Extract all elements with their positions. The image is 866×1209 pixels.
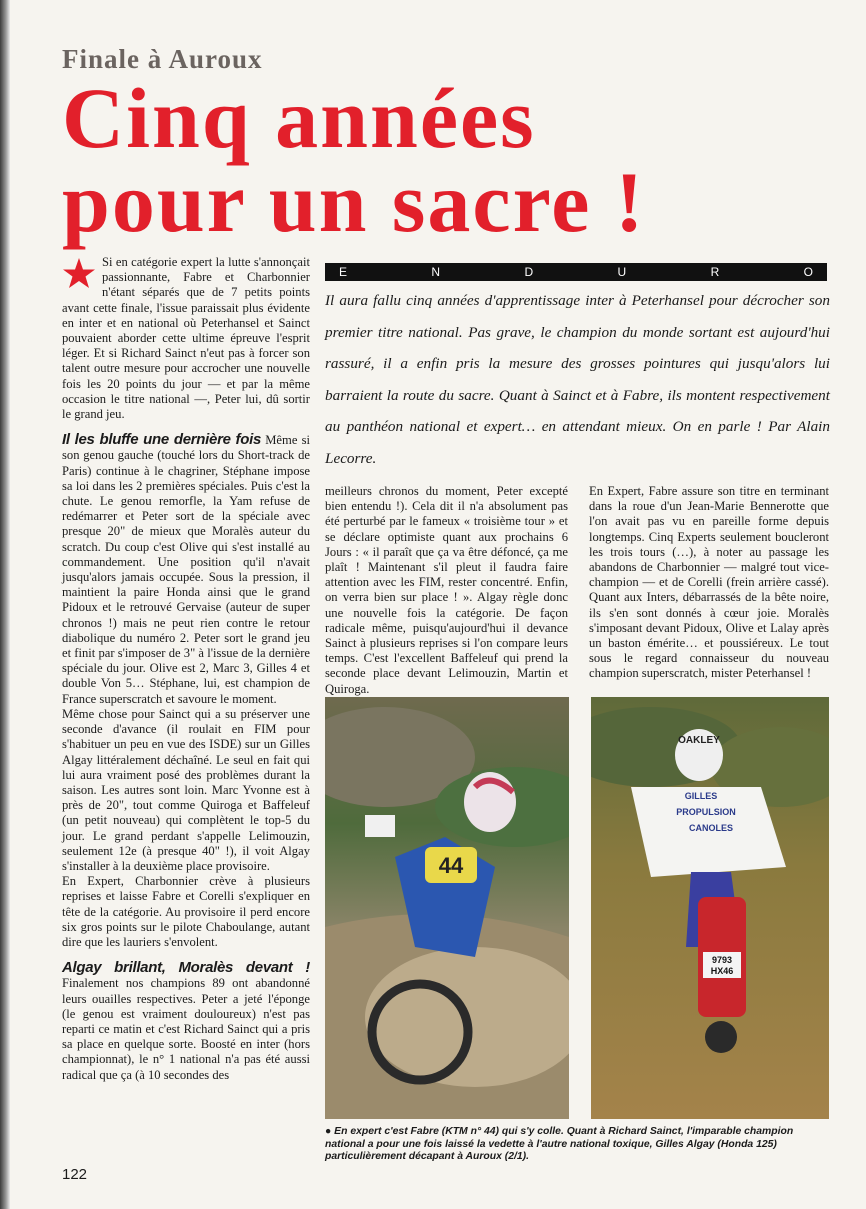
kicker: Finale à Auroux <box>62 44 263 74</box>
section-letter: E <box>339 265 348 279</box>
jersey-sponsor: PROPULSION <box>676 807 736 817</box>
paragraph-4-text: Finalement nos champions 89 ont abandonné leurs ouailles respectives. Peter a jeté l'éponge (le genou est vraiment douloureux) n'est pas reparti ce matin et c'est Richard Sainct qui a pris sa place en quelque sorte. Boosté en inter (hors championnat), le n° 1 national n'a pas été aussi radical que ça (à 10 secondes des <box>62 976 310 1082</box>
section-letter: O <box>803 265 813 279</box>
photo-rider-algay <box>591 697 829 1119</box>
paragraph-3: En Expert, Charbonnier crève à plusieurs reprises et laisse Fabre et Corelli s'expliquer en tête de la catégorie. Au provisoire il perd encore six gros points sur le pilote Chaboulange, autant dire que les lauriers s'envolent. <box>62 874 310 949</box>
intro-paragraph: Si en catégorie expert la lutte s'annonçait passionnante, Fabre et Charbonnier n'étant séparés que de 7 petits points avant cette finale, l'issue paraissait plus évidente en inter et en national où Peterhansel et Sainct pouvaient aborder cette ultime épreuve l'esprit léger. Et si Richard Sainct n'eut pas à forcer son talent outre mesure pour accrocher une nouvelle fois les 20 points du jour — et par la même occasion le titre national —, Peter lui, dû sortir le grand jeu. <box>62 255 310 422</box>
license-plate-line-2: HX46 <box>710 966 734 976</box>
headline-line-1: Cinq années <box>62 70 536 166</box>
subhead-2: Algay brillant, Moralès devant ! <box>62 959 310 977</box>
star-icon <box>62 257 96 291</box>
section-letter: U <box>617 265 627 279</box>
bike-plate-number: 44 <box>438 853 464 878</box>
photo-rider-44-image <box>325 697 569 1119</box>
photo-rider-44 <box>325 697 569 1119</box>
column-3: En Expert, Fabre assure son titre en terminant dans la roue d'un Jean-Marie Bennerotte que l'on avait pas vu en pareille forme depuis longtemps. Cinq Experts seulement boucleront les trois tours (…), à noter au passage les abandons de Charbonnier — malgré tout vice-champion — et de Corelli (frein arrière cassé). Quant aux Inters, débarrassés de la bête noire, ils s'en sont donnés à cœur joie. Moralès s'imposant devant Pidoux, Olive et Lalay après un baston émérite… et poussiéreux. Le tout sous le regard connaisseur du nouveau champion superscratch, mister Peterhansel ! <box>589 484 829 681</box>
paragraph-2: Même chose pour Sainct qui a su préserver une seconde d'avance (il roulait en FIM pour s'habituer un peu en vue des ISDE) sur un Gilles Algay littéralement déchaîné. Le seul en fait qui lui aura vraiment posé des problèmes durant la saison. Les autres sont loin. Marc Yvonne est à près de 20", tout comme Quiroga et Baffeleuf (un petit nouveau) qui complètent le top-5 du jour. Le grand perdant s'appelle Lelimouzin, seulement 12e (à presque 40" !), il voit Algay s'installer à la deuxième place provisoire. <box>62 706 310 873</box>
license-plate-line-1: 9793 <box>711 955 733 965</box>
paragraph-1 <box>62 432 310 707</box>
paragraph-4 <box>62 960 310 1083</box>
headline-line-2: pour un sacre ! <box>62 154 646 250</box>
photo-rider-algay-image <box>591 697 829 1119</box>
helmet-brand: OAKLEY <box>678 735 720 746</box>
chapo: Il aura fallu cinq années d'apprentissage inter à Peterhansel pour décrocher son premier titre national. Pas grave, le champion du monde sortant est aujourd'hui rassuré, il a enfin pris la mesure des grosses pointures qui jusqu'alors lui barraient la route du sacre. Quant à Sainct et à Fabre, ils montent respectivement au panthéon national et expert… en attendant mieux. On en parle ! Par Alain Lecorre. <box>325 292 830 467</box>
section-bar-enduro <box>325 263 827 281</box>
column-1 <box>62 255 310 1083</box>
section-letter: D <box>524 265 534 279</box>
paragraph-1-text: Même si son genou gauche (touché lors du Short-track de Paris) continue à le chagriner, Stéphane impose sa loi dans les 2 premières spéciales. Puis c'est la chute. Le genou remorfle, la Yam refuse de redémarrer et Peter sort de la spéciale avec presque 20" de mieux que Moralès auteur du scratch. Du coup c'est Olive qui s'est installé au commandement. Une position qu'il n'avait jusqu'alors jamais occupée. Sous la pression, il maintient la paire Honda ainsi que le grand Pidoux et le retrouvé Gervaise (auteur de super chronos !) mais ne peut rien contre le retour diabolique du numéro 2. Peter sort le grand jeu et finit par s'imposer de 3" à l'issue de la dernière spéciale du jour. Olive est 2, Marc 3, Gilles 4 et double Von 5… Stéphane, lui, est champion de France superscratch et savoure le moment. <box>62 433 310 706</box>
jersey-name: GILLES <box>684 791 718 801</box>
page-binding-edge <box>0 0 10 1209</box>
column-2: meilleurs chronos du moment, Peter excepté bien entendu !). Cela dit il n'a absolument pas été perturbé par le fameux « troisième tour » et se déclare optimiste quant aux prochains 6 Jours : « il paraît que ça va être défoncé, ça me plaît ! Maintenant s'il pleut il faudra faire attention avec les FIM, rester concentré. Enfin, on verra bien sur place ! ». Algay règle donc une nouvelle fois la catégorie. De façon radicale même, puisqu'aujourd'hui il devance Sainct à plusieurs reprises si l'on compare leurs temps. C'est l'excellent Baffeleuf qui prend la seconde place devant Lelimouzin, Martin et Quiroga. <box>325 484 568 696</box>
jersey-sponsor-2: CANOLES <box>688 823 734 833</box>
section-letter: N <box>431 265 441 279</box>
section-letter: R <box>710 265 720 279</box>
photo-caption: ● En expert c'est Fabre (KTM n° 44) qui s'y colle. Quant à Richard Sainct, l'imparable champion national a pour une fois laissé la vedette à l'autre national toxique, Gilles Algay (Honda 125) particulièrement décapant à Auroux (2/1). <box>325 1126 794 1163</box>
headline <box>62 70 842 250</box>
subhead-1: Il les bluffe une dernière fois <box>62 431 262 449</box>
page-number: 122 <box>62 1166 88 1183</box>
